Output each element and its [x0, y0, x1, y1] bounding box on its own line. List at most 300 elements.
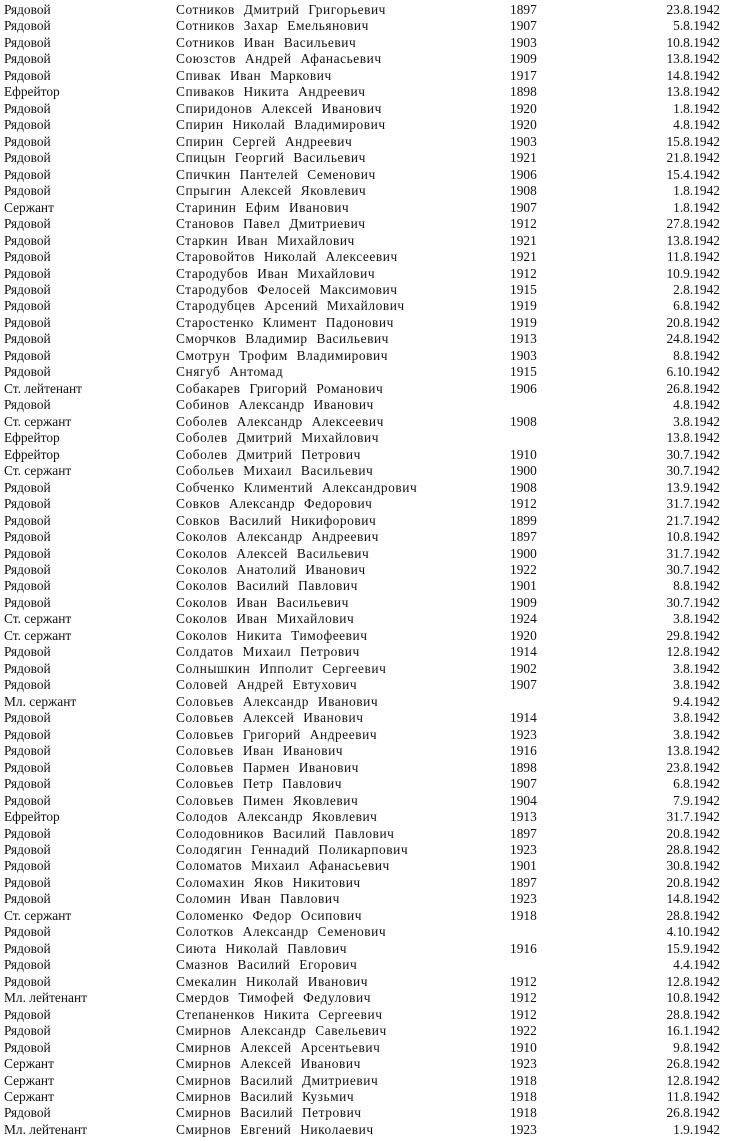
rank-cell: Рядовой [4, 561, 51, 577]
name-cell: Солодов Александр Яковлевич [176, 809, 378, 825]
name-cell: Стародубов Иван Михайлович [176, 265, 376, 281]
roster-row [0, 430, 732, 447]
roster-row [0, 1122, 732, 1139]
roster-row [0, 298, 732, 315]
rank-cell: Мл. сержант [4, 693, 77, 709]
date-cell: 2.8.1942 [673, 281, 720, 297]
rank-cell: Рядовой [4, 512, 51, 528]
roster-row [0, 35, 732, 52]
name-cell: Соловьев Александр Иванович [176, 693, 379, 709]
name-cell: Смирнов Евгений Николаевич [176, 1121, 374, 1137]
birth-year-cell: 1914 [510, 644, 537, 660]
roster-row [0, 117, 732, 134]
rank-cell: Ст. сержант [4, 627, 72, 643]
date-cell: 28.8.1942 [666, 907, 720, 923]
rank-cell: Рядовой [4, 957, 51, 973]
name-cell: Соколов Никита Тимофеевич [176, 627, 368, 643]
date-cell: 9.8.1942 [673, 1039, 720, 1055]
date-cell: 20.8.1942 [666, 314, 720, 330]
roster-row [0, 826, 732, 843]
rank-cell: Рядовой [4, 314, 51, 330]
rank-cell: Рядовой [4, 726, 51, 742]
rank-cell: Рядовой [4, 150, 51, 166]
date-cell: 9.4.1942 [673, 693, 720, 709]
date-cell: 4.4.1942 [673, 957, 720, 973]
birth-year-cell: 1903 [510, 133, 537, 149]
roster-row [0, 694, 732, 711]
date-cell: 30.7.1942 [666, 446, 720, 462]
date-cell: 31.7.1942 [666, 496, 720, 512]
name-cell: Союзстов Андрей Афанасьевич [176, 51, 382, 67]
rank-cell: Рядовой [4, 644, 51, 660]
birth-year-cell: 1908 [510, 413, 537, 429]
name-cell: Соловьев Петр Павлович [176, 776, 343, 792]
rank-cell: Рядовой [4, 594, 51, 610]
roster-row [0, 480, 732, 497]
rank-cell: Рядовой [4, 2, 51, 17]
birth-year-cell: 1900 [510, 545, 537, 561]
rank-cell: Сержант [4, 1089, 54, 1105]
rank-cell: Рядовой [4, 133, 51, 149]
roster-row [0, 463, 732, 480]
rank-cell: Мл. лейтенант [4, 1121, 87, 1137]
roster-row [0, 414, 732, 431]
rank-cell: Рядовой [4, 874, 51, 890]
rank-cell: Рядовой [4, 660, 51, 676]
roster-row [0, 266, 732, 283]
rank-cell: Сержант [4, 1056, 54, 1072]
date-cell: 12.8.1942 [666, 1072, 720, 1088]
name-cell: Солдатов Михаил Петрович [176, 644, 360, 660]
date-cell: 16.1.1942 [666, 1023, 720, 1039]
rank-cell: Ст. сержант [4, 611, 72, 627]
date-cell: 14.8.1942 [666, 891, 720, 907]
date-cell: 23.8.1942 [666, 2, 720, 17]
date-cell: 10.8.1942 [666, 529, 720, 545]
rank-cell: Рядовой [4, 1023, 51, 1039]
name-cell: Стародубов Фелосей Максимович [176, 281, 398, 297]
date-cell: 1.8.1942 [673, 100, 720, 116]
name-cell: Смирнов Василий Кузьмич [176, 1089, 355, 1105]
roster-row [0, 233, 732, 250]
name-cell: Спиваков Никита Андреевич [176, 84, 366, 100]
rank-cell: Рядовой [4, 347, 51, 363]
name-cell: Соколов Иван Васильевич [176, 594, 349, 610]
date-cell: 7.9.1942 [673, 792, 720, 808]
roster-row [0, 397, 732, 414]
birth-year-cell: 1912 [510, 1006, 537, 1022]
rank-cell: Рядовой [4, 710, 51, 726]
name-cell: Соколов Алексей Васильевич [176, 545, 370, 561]
birth-year-cell: 1918 [510, 1105, 537, 1121]
roster-row [0, 974, 732, 991]
rank-cell: Рядовой [4, 973, 51, 989]
birth-year-cell: 1909 [510, 51, 537, 67]
date-cell: 28.8.1942 [666, 841, 720, 857]
birth-year-cell: 1912 [510, 496, 537, 512]
date-cell: 10.8.1942 [666, 990, 720, 1006]
rank-cell: Рядовой [4, 18, 51, 34]
birth-year-cell: 1908 [510, 183, 537, 199]
date-cell: 8.8.1942 [673, 347, 720, 363]
birth-year-cell: 1901 [510, 858, 537, 874]
birth-year-cell: 1921 [510, 249, 537, 265]
roster-row [0, 858, 732, 875]
date-cell: 1.9.1942 [673, 1121, 720, 1137]
name-cell: Собченко Климентий Александрович [176, 479, 418, 495]
name-cell: Становов Павел Дмитриевич [176, 216, 366, 232]
date-cell: 6.10.1942 [666, 364, 720, 380]
birth-year-cell: 1914 [510, 710, 537, 726]
roster-row [0, 743, 732, 760]
date-cell: 3.8.1942 [673, 413, 720, 429]
date-cell: 4.8.1942 [673, 117, 720, 133]
birth-year-cell: 1902 [510, 660, 537, 676]
birth-year-cell: 1924 [510, 611, 537, 627]
roster-row [0, 891, 732, 908]
rank-cell: Рядовой [4, 924, 51, 940]
name-cell: Соломатов Михаил Афанасьевич [176, 858, 390, 874]
birth-year-cell: 1912 [510, 990, 537, 1006]
date-cell: 20.8.1942 [666, 825, 720, 841]
name-cell: Соколов Василий Павлович [176, 578, 358, 594]
roster-row [0, 809, 732, 826]
birth-year-cell: 1898 [510, 84, 537, 100]
rank-cell: Рядовой [4, 100, 51, 116]
rank-cell: Рядовой [4, 1006, 51, 1022]
roster-row [0, 447, 732, 464]
name-cell: Сиюта Николай Павлович [176, 940, 348, 956]
roster-row [0, 101, 732, 118]
rank-cell: Рядовой [4, 743, 51, 759]
name-cell: Смирнов Василий Петрович [176, 1105, 362, 1121]
birth-year-cell: 1901 [510, 578, 537, 594]
roster-row [0, 348, 732, 365]
name-cell: Собинов Александр Иванович [176, 397, 374, 413]
roster-row [0, 628, 732, 645]
roster-row [0, 760, 732, 777]
date-cell: 26.8.1942 [666, 1056, 720, 1072]
name-cell: Старкин Иван Михайлович [176, 232, 355, 248]
birth-year-cell: 1920 [510, 627, 537, 643]
rank-cell: Рядовой [4, 249, 51, 265]
name-cell: Соломин Иван Павлович [176, 891, 340, 907]
name-cell: Смирнов Алексей Иванович [176, 1056, 361, 1072]
date-cell: 15.4.1942 [666, 166, 720, 182]
date-cell: 26.8.1942 [666, 380, 720, 396]
rank-cell: Ефрейтор [4, 446, 60, 462]
rank-cell: Сержант [4, 1072, 54, 1088]
name-cell: Соловьев Григорий Андреевич [176, 726, 378, 742]
date-cell: 11.8.1942 [666, 249, 720, 265]
date-cell: 3.8.1942 [673, 660, 720, 676]
roster-row [0, 1040, 732, 1057]
roster-row [0, 1056, 732, 1073]
rank-cell: Рядовой [4, 183, 51, 199]
date-cell: 30.8.1942 [666, 858, 720, 874]
rank-cell: Рядовой [4, 545, 51, 561]
date-cell: 12.8.1942 [666, 973, 720, 989]
rank-cell: Рядовой [4, 281, 51, 297]
roster-row [0, 51, 732, 68]
rank-cell: Мл. лейтенант [4, 990, 87, 1006]
date-cell: 10.8.1942 [666, 34, 720, 50]
roster-row [0, 1105, 732, 1122]
birth-year-cell: 1906 [510, 380, 537, 396]
name-cell: Спивак Иван Маркович [176, 67, 332, 83]
date-cell: 28.8.1942 [666, 1006, 720, 1022]
roster-row [0, 150, 732, 167]
birth-year-cell: 1915 [510, 364, 537, 380]
birth-year-cell: 1912 [510, 973, 537, 989]
birth-year-cell: 1899 [510, 512, 537, 528]
name-cell: Соболев Дмитрий Михайлович [176, 430, 380, 446]
name-cell: Смирнов Александр Савельевич [176, 1023, 387, 1039]
name-cell: Смекалин Николай Иванович [176, 973, 368, 989]
date-cell: 13.9.1942 [666, 479, 720, 495]
name-cell: Спичкин Пантелей Семенович [176, 166, 376, 182]
birth-year-cell: 1922 [510, 1023, 537, 1039]
rank-cell: Сержант [4, 199, 54, 215]
date-cell: 27.8.1942 [666, 216, 720, 232]
rank-cell: Рядовой [4, 940, 51, 956]
name-cell: Солотков Александр Семенович [176, 924, 387, 940]
birth-year-cell: 1918 [510, 907, 537, 923]
rank-cell: Рядовой [4, 117, 51, 133]
roster-row [0, 611, 732, 628]
roster-row [0, 84, 732, 101]
birth-year-cell: 1918 [510, 1072, 537, 1088]
date-cell: 10.9.1942 [666, 265, 720, 281]
date-cell: 13.8.1942 [666, 232, 720, 248]
rank-cell: Рядовой [4, 67, 51, 83]
rank-cell: Ефрейтор [4, 809, 60, 825]
date-cell: 13.8.1942 [666, 51, 720, 67]
birth-year-cell: 1897 [510, 874, 537, 890]
rank-cell: Рядовой [4, 1039, 51, 1055]
date-cell: 20.8.1942 [666, 874, 720, 890]
date-cell: 6.8.1942 [673, 298, 720, 314]
birth-year-cell: 1910 [510, 1039, 537, 1055]
date-cell: 30.7.1942 [666, 561, 720, 577]
date-cell: 4.10.1942 [666, 924, 720, 940]
roster-row [0, 68, 732, 85]
rank-cell: Рядовой [4, 529, 51, 545]
name-cell: Степаненков Никита Сергеевич [176, 1006, 383, 1022]
birth-year-cell: 1913 [510, 809, 537, 825]
birth-year-cell: 1897 [510, 2, 537, 17]
roster-row [0, 496, 732, 513]
birth-year-cell: 1919 [510, 314, 537, 330]
roster-row [0, 578, 732, 595]
name-cell: Собакарев Григорий Романович [176, 380, 384, 396]
birth-year-cell: 1915 [510, 281, 537, 297]
birth-year-cell: 1921 [510, 232, 537, 248]
name-cell: Сотников Дмитрий Григорьевич [176, 2, 386, 17]
rank-cell: Рядовой [4, 858, 51, 874]
rank-cell: Рядовой [4, 34, 51, 50]
name-cell: Сморчков Владимир Васильевич [176, 331, 389, 347]
date-cell: 13.8.1942 [666, 430, 720, 446]
name-cell: Соболев Дмитрий Петрович [176, 446, 361, 462]
rank-cell: Рядовой [4, 397, 51, 413]
name-cell: Соколов Иван Михайлович [176, 611, 355, 627]
roster-row [0, 957, 732, 974]
date-cell: 14.8.1942 [666, 67, 720, 83]
date-cell: 24.8.1942 [666, 331, 720, 347]
name-cell: Старостенко Климент Падонович [176, 314, 394, 330]
rank-cell: Рядовой [4, 496, 51, 512]
name-cell: Сотников Захар Емельянович [176, 18, 369, 34]
roster-row [0, 727, 732, 744]
name-cell: Смирнов Василий Дмитриевич [176, 1072, 379, 1088]
name-cell: Соловей Андрей Евтухович [176, 677, 358, 693]
name-cell: Соловьев Пимен Яковлевич [176, 792, 359, 808]
birth-year-cell: 1907 [510, 776, 537, 792]
birth-year-cell: 1923 [510, 841, 537, 857]
roster-row [0, 644, 732, 661]
rank-cell: Ст. сержант [4, 413, 72, 429]
date-cell: 21.8.1942 [666, 150, 720, 166]
birth-year-cell: 1923 [510, 1121, 537, 1137]
rank-cell: Рядовой [4, 776, 51, 792]
name-cell: Совков Александр Федорович [176, 496, 373, 512]
roster-row [0, 941, 732, 958]
roster-row [0, 282, 732, 299]
roster-row [0, 1073, 732, 1090]
name-cell: Смотрун Трофим Владимирович [176, 347, 389, 363]
rank-cell: Рядовой [4, 298, 51, 314]
date-cell: 26.8.1942 [666, 1105, 720, 1121]
birth-year-cell: 1907 [510, 199, 537, 215]
rank-cell: Рядовой [4, 825, 51, 841]
rank-cell: Ефрейтор [4, 430, 60, 446]
date-cell: 15.9.1942 [666, 940, 720, 956]
name-cell: Спрыгин Алексей Яковлевич [176, 183, 367, 199]
roster-row [0, 1089, 732, 1106]
birth-year-cell: 1919 [510, 298, 537, 314]
rank-cell: Рядовой [4, 677, 51, 693]
birth-year-cell: 1898 [510, 759, 537, 775]
birth-year-cell: 1912 [510, 265, 537, 281]
date-cell: 3.8.1942 [673, 611, 720, 627]
birth-year-cell: 1922 [510, 561, 537, 577]
name-cell: Совков Василий Никифорович [176, 512, 377, 528]
roster-row [0, 18, 732, 35]
name-cell: Смазнов Василий Егорович [176, 957, 358, 973]
name-cell: Спирин Николай Владимирович [176, 117, 386, 133]
name-cell: Спицын Георгий Васильевич [176, 150, 366, 166]
birth-year-cell: 1920 [510, 100, 537, 116]
name-cell: Старинин Ефим Иванович [176, 199, 350, 215]
roster-row [0, 908, 732, 925]
rank-cell: Рядовой [4, 265, 51, 281]
rank-cell: Рядовой [4, 479, 51, 495]
date-cell: 30.7.1942 [666, 463, 720, 479]
roster-row [0, 546, 732, 563]
name-cell: Соболев Александр Алексеевич [176, 413, 384, 429]
name-cell: Солнышкин Ипполит Сергеевич [176, 660, 387, 676]
birth-year-cell: 1923 [510, 1056, 537, 1072]
rank-cell: Рядовой [4, 759, 51, 775]
date-cell: 3.8.1942 [673, 677, 720, 693]
birth-year-cell: 1916 [510, 743, 537, 759]
rank-cell: Ст. сержант [4, 907, 72, 923]
name-cell: Спирин Сергей Андреевич [176, 133, 353, 149]
rank-cell: Ст. сержант [4, 463, 72, 479]
birth-year-cell: 1909 [510, 594, 537, 610]
rank-cell: Рядовой [4, 841, 51, 857]
roster-row [0, 167, 732, 184]
birth-year-cell: 1912 [510, 216, 537, 232]
name-cell: Солодовников Василий Павлович [176, 825, 395, 841]
roster-row [0, 710, 732, 727]
name-cell: Собольев Михаил Васильевич [176, 463, 374, 479]
rank-cell: Рядовой [4, 792, 51, 808]
date-cell: 11.8.1942 [666, 1089, 720, 1105]
rank-cell: Рядовой [4, 216, 51, 232]
name-cell: Соколов Анатолий Иванович [176, 561, 366, 577]
birth-year-cell: 1910 [510, 446, 537, 462]
roster-row [0, 2, 732, 19]
roster-row [0, 216, 732, 233]
name-cell: Сотников Иван Васильевич [176, 34, 357, 50]
name-cell: Снягуб Антомад [176, 364, 284, 380]
roster-row [0, 200, 732, 217]
rank-cell: Ст. лейтенант [4, 380, 83, 396]
roster-row [0, 1007, 732, 1024]
roster-row [0, 134, 732, 151]
rank-cell: Рядовой [4, 331, 51, 347]
name-cell: Стародубцев Арсений Михайлович [176, 298, 405, 314]
date-cell: 30.7.1942 [666, 594, 720, 610]
birth-year-cell: 1908 [510, 479, 537, 495]
roster-row [0, 381, 732, 398]
roster-row [0, 661, 732, 678]
birth-year-cell: 1917 [510, 67, 537, 83]
birth-year-cell: 1904 [510, 792, 537, 808]
birth-year-cell: 1903 [510, 34, 537, 50]
roster-row [0, 183, 732, 200]
roster-row [0, 776, 732, 793]
rank-cell: Рядовой [4, 891, 51, 907]
roster-row [0, 562, 732, 579]
date-cell: 3.8.1942 [673, 710, 720, 726]
name-cell: Смирнов Алексей Арсентьевич [176, 1039, 381, 1055]
date-cell: 5.8.1942 [673, 18, 720, 34]
roster-row [0, 529, 732, 546]
roster-row [0, 513, 732, 530]
rank-cell: Рядовой [4, 232, 51, 248]
roster-row [0, 842, 732, 859]
date-cell: 23.8.1942 [666, 759, 720, 775]
name-cell: Соломенко Федор Осипович [176, 907, 362, 923]
date-cell: 13.8.1942 [666, 84, 720, 100]
birth-year-cell: 1923 [510, 726, 537, 742]
rank-cell: Ефрейтор [4, 84, 60, 100]
name-cell: Соломахин Яков Никитович [176, 874, 361, 890]
date-cell: 15.8.1942 [666, 133, 720, 149]
birth-year-cell: 1918 [510, 1089, 537, 1105]
birth-year-cell: 1923 [510, 891, 537, 907]
name-cell: Старовойтов Николай Алексеевич [176, 249, 398, 265]
birth-year-cell: 1907 [510, 677, 537, 693]
roster-row [0, 793, 732, 810]
roster-row [0, 924, 732, 941]
roster-row [0, 875, 732, 892]
date-cell: 8.8.1942 [673, 578, 720, 594]
rank-cell: Рядовой [4, 364, 51, 380]
